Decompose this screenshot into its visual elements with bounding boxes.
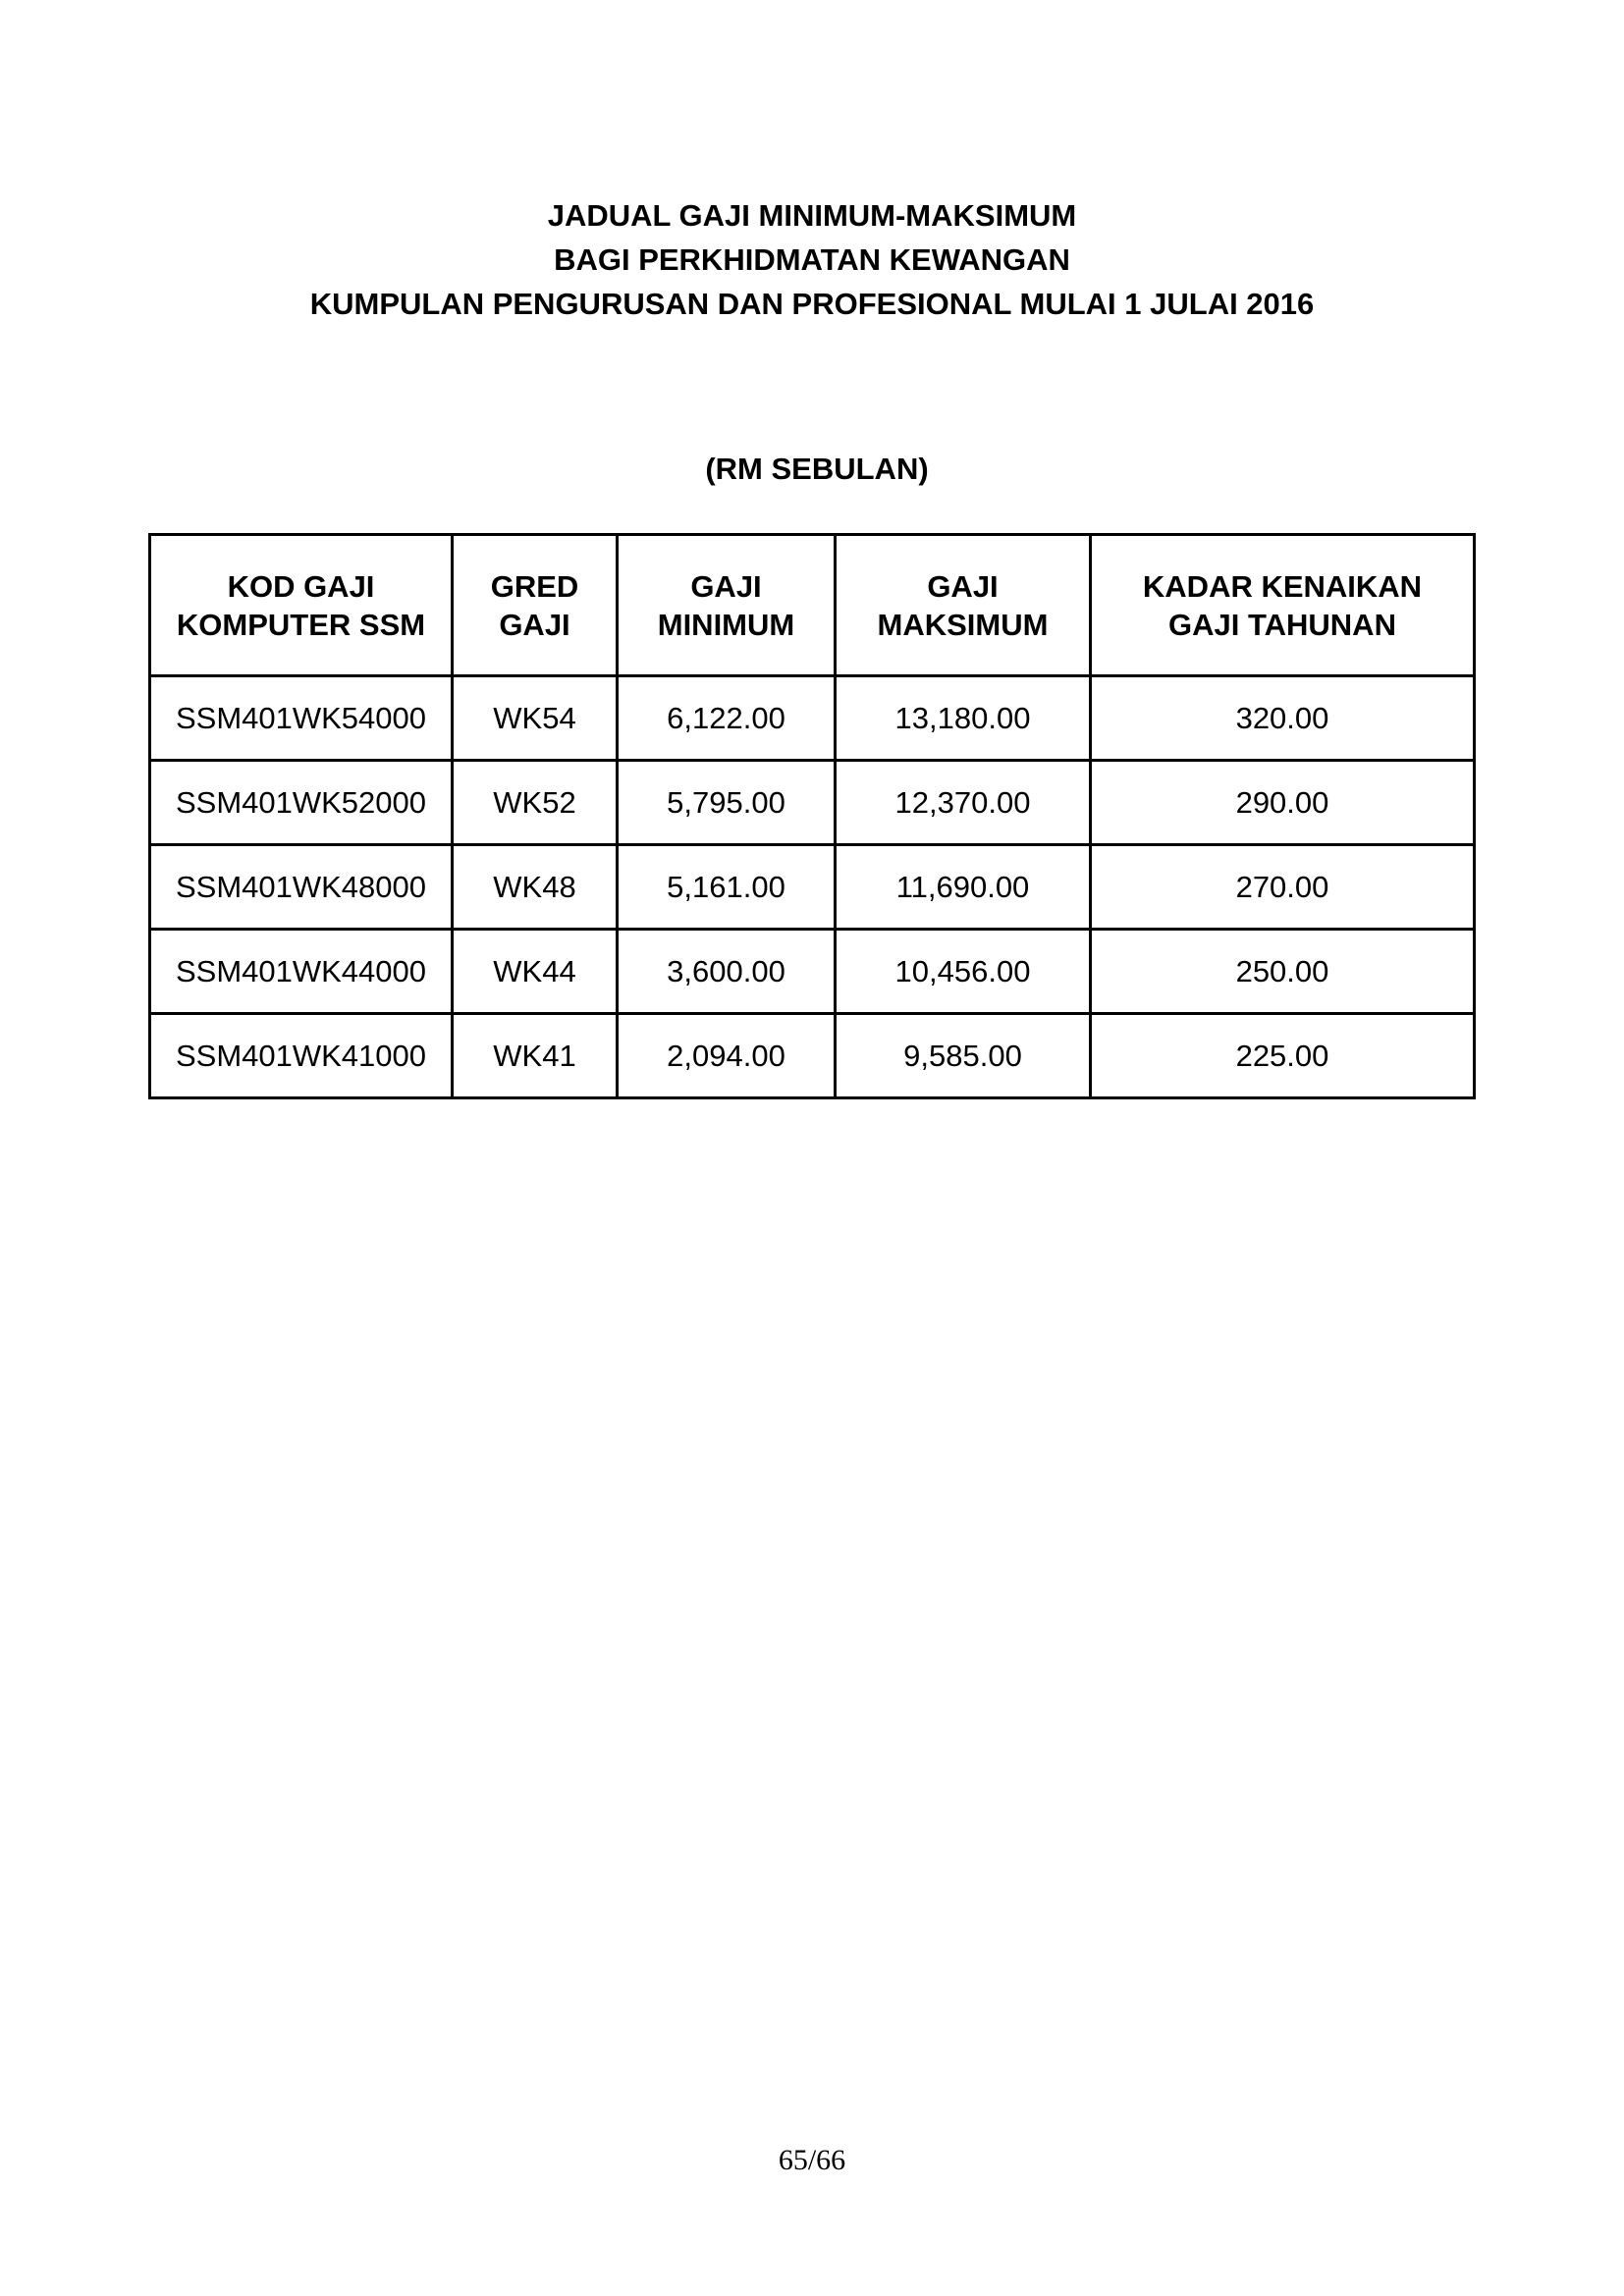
cell-maximum: 9,585.00: [836, 1014, 1091, 1098]
title-line-1: JADUAL GAJI MINIMUM-MAKSIMUM: [547, 198, 1077, 233]
cell-maximum: 10,456.00: [836, 930, 1091, 1014]
cell-annual-increment: 250.00: [1091, 930, 1475, 1014]
cell-grade: WK41: [453, 1014, 618, 1098]
cell-minimum: 5,795.00: [618, 761, 836, 845]
cell-minimum: 5,161.00: [618, 845, 836, 930]
header-text: KOD GAJI: [227, 568, 375, 604]
table-header-row: [150, 535, 1475, 676]
header-text: MINIMUM: [657, 607, 795, 642]
table-row: [150, 1014, 1475, 1098]
cell-salary-code: SSM401WK54000: [150, 676, 453, 761]
title-line-3: KUMPULAN PENGURUSAN DAN PROFESIONAL MULAI 1 JULAI 2016: [309, 287, 1315, 321]
header-salary-code: [150, 535, 453, 676]
cell-salary-code: SSM401WK52000: [150, 761, 453, 845]
header-minimum-salary: [618, 535, 836, 676]
cell-salary-code: SSM401WK48000: [150, 845, 453, 930]
header-text: KOMPUTER SSM: [176, 607, 426, 642]
header-text: GAJI: [499, 607, 570, 642]
salary-table: [148, 533, 1476, 1099]
cell-grade: WK54: [453, 676, 618, 761]
cell-annual-increment: 320.00: [1091, 676, 1475, 761]
cell-minimum: 6,122.00: [618, 676, 836, 761]
table-row: [150, 930, 1475, 1014]
header-text: MAKSIMUM: [877, 607, 1049, 642]
table-row: [150, 761, 1475, 845]
cell-maximum: 12,370.00: [836, 761, 1091, 845]
cell-maximum: 11,690.00: [836, 845, 1091, 930]
header-text: GAJI: [690, 568, 762, 604]
cell-maximum: 13,180.00: [836, 676, 1091, 761]
header-text: GRED: [490, 568, 579, 604]
cell-grade: WK48: [453, 845, 618, 930]
table-row: [150, 845, 1475, 930]
cell-salary-code: SSM401WK44000: [150, 930, 453, 1014]
header-text: GAJI TAHUNAN: [1168, 607, 1396, 642]
header-maximum-salary: [836, 535, 1091, 676]
header-annual-increment: [1091, 535, 1475, 676]
title-line-2: BAGI PERKHIDMATAN KEWANGAN: [554, 242, 1070, 277]
cell-annual-increment: 290.00: [1091, 761, 1475, 845]
document-title: [0, 193, 1624, 326]
header-text: GAJI: [927, 568, 999, 604]
cell-grade: WK52: [453, 761, 618, 845]
currency-unit-label: (RM SEBULAN): [705, 452, 929, 486]
header-salary-grade: [453, 535, 618, 676]
cell-grade: WK44: [453, 930, 618, 1014]
header-text: KADAR KENAIKAN: [1142, 568, 1423, 604]
cell-minimum: 2,094.00: [618, 1014, 836, 1098]
cell-salary-code: SSM401WK41000: [150, 1014, 453, 1098]
cell-minimum: 3,600.00: [618, 930, 836, 1014]
page-number: 65/66: [778, 2144, 846, 2176]
cell-annual-increment: 270.00: [1091, 845, 1475, 930]
table-row: [150, 676, 1475, 761]
cell-annual-increment: 225.00: [1091, 1014, 1475, 1098]
